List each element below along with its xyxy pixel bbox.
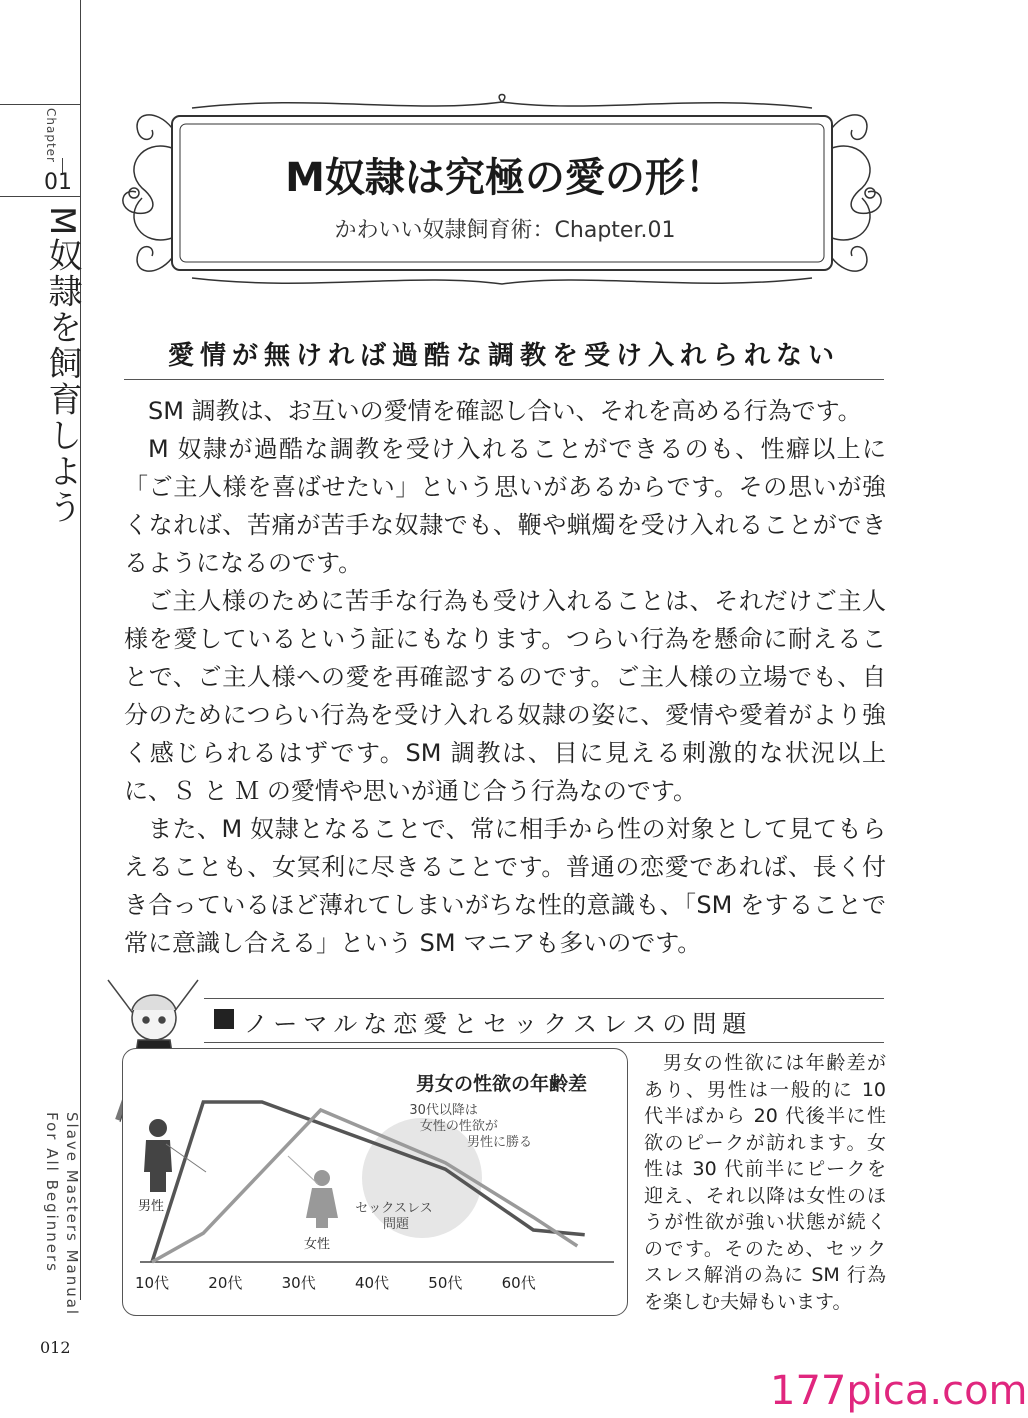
margin-rule	[80, 0, 81, 1300]
chapter-subtitle: かわいい奴隷飼育術：Chapter.01	[334, 218, 676, 243]
tab-mid-rule	[0, 196, 80, 197]
body-paragraph: ご主人様のために苦手な行為も受け入れることは、それだけご主人様を愛しているという証にもなります。つらい行為を懸命に耐えることで、ご主人様への愛を再確認するのです。ご主人様の立場でも、自分のためにつらい行為を受け入れる奴隷の姿に、愛情や愛着がより強く感じられるはずです。SM 調教は、目に見える刺激的な状況以上に、Ｓ と Ｍ の愛情や思いが通じ合う行為なのです。	[124, 587, 886, 805]
series-label-female: 女性	[304, 1237, 331, 1252]
book-title: Slave Masters Manual For All Beginners	[43, 1112, 81, 1317]
figure-heading: ノーマルな恋愛とセックスレスの問題	[244, 1010, 753, 1038]
figure-heading-rule-top	[204, 998, 884, 999]
figure-side-paragraph: 男女の性欲には年齢差があり、男性は一般的に 10 代半ばから 20 代後半に性欲のピークが訪れます。女性は 30 代前半にピークを迎え、それ以降は女性のほうが性欲が強い状態が続くのです。そのため、セックスレス解消の為に SM 行為を楽しむ夫婦もいます。	[644, 1052, 886, 1313]
x-tick-label: 50代	[428, 1274, 463, 1292]
square-bullet-icon	[214, 1009, 234, 1029]
chapter-label: Chapter	[44, 108, 58, 163]
chapter-title: M奴隷は究極の愛の形！	[285, 155, 725, 201]
chapter-number: 01	[44, 170, 72, 195]
body-text	[124, 392, 886, 962]
chart	[122, 1048, 628, 1316]
chart-title: 男女の性欲の年齢差	[416, 1073, 588, 1095]
annotation-female-surpasses: 30代以降は 女性の性欲が 男性に勝る	[409, 1103, 532, 1150]
x-tick-label: 30代	[281, 1274, 316, 1292]
body-paragraph: また、M 奴隷となることで、常に相手から性の対象として見てもらえることも、女冥利に尽きることです。普通の恋愛であれば、長く付き合っているほど薄れてしまいがちな性的意識も、「SM をすることで常に意識し合える」という SM マニアも多いのです。	[124, 815, 886, 957]
x-tick-label: 20代	[208, 1274, 243, 1292]
x-tick-label: 60代	[501, 1274, 536, 1292]
x-tick-labels	[135, 1274, 536, 1292]
figure-side-text	[644, 1050, 886, 1315]
watermark: 177pica.com	[770, 1368, 1028, 1414]
figure-heading-rule-bottom	[204, 1042, 884, 1043]
side-vertical-title: M奴隷を飼育しよう	[42, 206, 82, 526]
body-paragraph: M 奴隷が過酷な調教を受け入れることができるのも、性癖以上に「ご主人様を喜ばせたい」という思いがあるからです。その思いが強くなれば、苦痛が苦手な奴隷でも、鞭や蝋燭を受け入れることができるようになるのです。	[124, 435, 886, 577]
female-figure-icon	[306, 1170, 338, 1228]
section-rule	[124, 379, 884, 380]
x-tick-label: 10代	[134, 1274, 170, 1292]
x-tick-label: 40代	[354, 1274, 390, 1292]
page-number: 012	[40, 1338, 71, 1357]
section-heading: 愛情が無ければ過酷な調教を受け入れられない	[167, 341, 840, 371]
male-figure-icon	[144, 1119, 172, 1192]
series-label-male: 男性	[138, 1199, 165, 1214]
tab-top-rule	[0, 104, 80, 105]
body-paragraph: SM 調教は、お互いの愛情を確認し合い、それを高める行為です。	[148, 397, 862, 425]
annotation-sexless: セックスレス 問題	[355, 1201, 433, 1232]
